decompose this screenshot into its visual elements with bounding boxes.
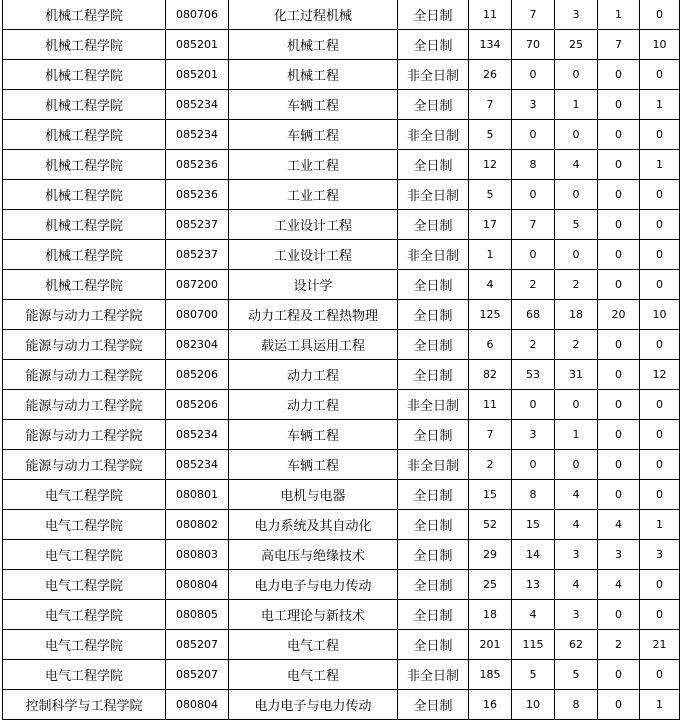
col-4-cell: 0 <box>598 150 640 180</box>
college-cell: 电气工程学院 <box>3 600 166 630</box>
college-cell: 电气工程学院 <box>3 570 166 600</box>
table-row <box>3 210 680 240</box>
col-3-cell: 5 <box>555 660 598 690</box>
study-mode-cell: 全日制 <box>398 150 469 180</box>
major-name-cell: 动力工程 <box>229 390 398 420</box>
col-2-cell: 5 <box>512 660 555 690</box>
col-4-cell: 0 <box>598 120 640 150</box>
college-cell: 能源与动力工程学院 <box>3 420 166 450</box>
table-row <box>3 150 680 180</box>
col-2-cell: 70 <box>512 30 555 60</box>
total-cell: 12 <box>469 150 512 180</box>
col-3-cell: 62 <box>555 630 598 660</box>
col-5-cell: 0 <box>640 270 680 300</box>
col-4-cell: 0 <box>598 330 640 360</box>
total-cell: 11 <box>469 390 512 420</box>
table-row <box>3 270 680 300</box>
table-row <box>3 120 680 150</box>
table-row <box>3 360 680 390</box>
table-row <box>3 390 680 420</box>
col-2-cell: 3 <box>512 420 555 450</box>
col-3-cell: 0 <box>555 180 598 210</box>
col-4-cell: 3 <box>598 540 640 570</box>
major-code-cell: 085234 <box>166 90 229 120</box>
total-cell: 6 <box>469 330 512 360</box>
col-4-cell: 0 <box>598 420 640 450</box>
study-mode-cell: 非全日制 <box>398 450 469 480</box>
col-3-cell: 5 <box>555 210 598 240</box>
col-3-cell: 8 <box>555 690 598 720</box>
table-row <box>3 330 680 360</box>
col-5-cell: 0 <box>640 240 680 270</box>
col-2-cell: 53 <box>512 360 555 390</box>
col-4-cell: 7 <box>598 30 640 60</box>
col-2-cell: 115 <box>512 630 555 660</box>
study-mode-cell: 非全日制 <box>398 180 469 210</box>
major-code-cell: 085201 <box>166 60 229 90</box>
college-cell: 机械工程学院 <box>3 60 166 90</box>
col-4-cell: 0 <box>598 60 640 90</box>
study-mode-cell: 全日制 <box>398 270 469 300</box>
col-4-cell: 0 <box>598 90 640 120</box>
study-mode-cell: 非全日制 <box>398 660 469 690</box>
col-4-cell: 0 <box>598 210 640 240</box>
col-3-cell: 0 <box>555 240 598 270</box>
col-2-cell: 13 <box>512 570 555 600</box>
table-row <box>3 660 680 690</box>
table-row <box>3 30 680 60</box>
college-cell: 电气工程学院 <box>3 480 166 510</box>
major-code-cell: 085237 <box>166 210 229 240</box>
col-2-cell: 68 <box>512 300 555 330</box>
major-name-cell: 机械工程 <box>229 30 398 60</box>
col-3-cell: 18 <box>555 300 598 330</box>
study-mode-cell: 全日制 <box>398 420 469 450</box>
major-name-cell: 高电压与绝缘技术 <box>229 540 398 570</box>
major-code-cell: 085206 <box>166 360 229 390</box>
major-name-cell: 工业设计工程 <box>229 240 398 270</box>
table-row <box>3 480 680 510</box>
total-cell: 1 <box>469 240 512 270</box>
col-4-cell: 0 <box>598 600 640 630</box>
table-row <box>3 600 680 630</box>
col-3-cell: 31 <box>555 360 598 390</box>
total-cell: 2 <box>469 450 512 480</box>
college-cell: 机械工程学院 <box>3 240 166 270</box>
college-cell: 能源与动力工程学院 <box>3 450 166 480</box>
college-cell: 电气工程学院 <box>3 660 166 690</box>
col-2-cell: 3 <box>512 90 555 120</box>
study-mode-cell: 非全日制 <box>398 60 469 90</box>
total-cell: 201 <box>469 630 512 660</box>
total-cell: 125 <box>469 300 512 330</box>
table-row <box>3 0 680 30</box>
major-code-cell: 080802 <box>166 510 229 540</box>
col-5-cell: 0 <box>640 180 680 210</box>
col-2-cell: 8 <box>512 480 555 510</box>
col-3-cell: 1 <box>555 90 598 120</box>
total-cell: 82 <box>469 360 512 390</box>
table-row <box>3 180 680 210</box>
major-name-cell: 电机与电器 <box>229 480 398 510</box>
college-cell: 机械工程学院 <box>3 270 166 300</box>
col-2-cell: 7 <box>512 210 555 240</box>
col-5-cell: 0 <box>640 60 680 90</box>
study-mode-cell: 全日制 <box>398 630 469 660</box>
total-cell: 18 <box>469 600 512 630</box>
table-body <box>3 0 680 720</box>
college-cell: 机械工程学院 <box>3 210 166 240</box>
col-3-cell: 25 <box>555 30 598 60</box>
col-3-cell: 4 <box>555 570 598 600</box>
major-name-cell: 电工理论与新技术 <box>229 600 398 630</box>
enrollment-table <box>2 0 680 720</box>
study-mode-cell: 全日制 <box>398 0 469 30</box>
col-2-cell: 0 <box>512 240 555 270</box>
total-cell: 16 <box>469 690 512 720</box>
college-cell: 机械工程学院 <box>3 90 166 120</box>
col-4-cell: 0 <box>598 690 640 720</box>
col-3-cell: 0 <box>555 390 598 420</box>
college-cell: 能源与动力工程学院 <box>3 330 166 360</box>
total-cell: 17 <box>469 210 512 240</box>
col-4-cell: 4 <box>598 570 640 600</box>
major-name-cell: 工业工程 <box>229 180 398 210</box>
col-2-cell: 7 <box>512 0 555 30</box>
major-name-cell: 化工过程机械 <box>229 0 398 30</box>
major-name-cell: 电气工程 <box>229 630 398 660</box>
major-code-cell: 085234 <box>166 420 229 450</box>
col-5-cell: 0 <box>640 390 680 420</box>
college-cell: 电气工程学院 <box>3 540 166 570</box>
table-row <box>3 300 680 330</box>
major-code-cell: 080803 <box>166 540 229 570</box>
col-2-cell: 4 <box>512 600 555 630</box>
table-row <box>3 540 680 570</box>
college-cell: 控制科学与工程学院 <box>3 690 166 720</box>
col-5-cell: 0 <box>640 570 680 600</box>
col-3-cell: 1 <box>555 420 598 450</box>
col-4-cell: 0 <box>598 660 640 690</box>
major-code-cell: 080805 <box>166 600 229 630</box>
total-cell: 7 <box>469 420 512 450</box>
total-cell: 26 <box>469 60 512 90</box>
major-name-cell: 工业工程 <box>229 150 398 180</box>
study-mode-cell: 全日制 <box>398 330 469 360</box>
col-4-cell: 0 <box>598 270 640 300</box>
study-mode-cell: 全日制 <box>398 300 469 330</box>
study-mode-cell: 全日制 <box>398 480 469 510</box>
col-3-cell: 3 <box>555 600 598 630</box>
table-row <box>3 60 680 90</box>
col-5-cell: 10 <box>640 300 680 330</box>
col-2-cell: 10 <box>512 690 555 720</box>
table-row <box>3 450 680 480</box>
col-2-cell: 0 <box>512 120 555 150</box>
table-row <box>3 690 680 720</box>
col-2-cell: 2 <box>512 330 555 360</box>
college-cell: 电气工程学院 <box>3 630 166 660</box>
col-5-cell: 21 <box>640 630 680 660</box>
col-5-cell: 1 <box>640 90 680 120</box>
major-name-cell: 电力系统及其自动化 <box>229 510 398 540</box>
table-row <box>3 240 680 270</box>
col-2-cell: 8 <box>512 150 555 180</box>
col-5-cell: 0 <box>640 330 680 360</box>
major-code-cell: 085234 <box>166 120 229 150</box>
table-row <box>3 420 680 450</box>
major-name-cell: 车辆工程 <box>229 450 398 480</box>
col-4-cell: 0 <box>598 450 640 480</box>
major-name-cell: 动力工程 <box>229 360 398 390</box>
col-3-cell: 2 <box>555 270 598 300</box>
col-4-cell: 0 <box>598 360 640 390</box>
col-4-cell: 0 <box>598 240 640 270</box>
major-code-cell: 082304 <box>166 330 229 360</box>
col-5-cell: 1 <box>640 150 680 180</box>
major-name-cell: 电力电子与电力传动 <box>229 570 398 600</box>
college-cell: 电气工程学院 <box>3 510 166 540</box>
col-2-cell: 0 <box>512 450 555 480</box>
total-cell: 4 <box>469 270 512 300</box>
col-4-cell: 20 <box>598 300 640 330</box>
col-4-cell: 2 <box>598 630 640 660</box>
col-5-cell: 0 <box>640 120 680 150</box>
col-2-cell: 0 <box>512 60 555 90</box>
college-cell: 机械工程学院 <box>3 30 166 60</box>
total-cell: 11 <box>469 0 512 30</box>
col-5-cell: 3 <box>640 540 680 570</box>
col-4-cell: 0 <box>598 180 640 210</box>
study-mode-cell: 全日制 <box>398 510 469 540</box>
major-code-cell: 080804 <box>166 690 229 720</box>
study-mode-cell: 非全日制 <box>398 120 469 150</box>
total-cell: 5 <box>469 180 512 210</box>
major-code-cell: 085207 <box>166 630 229 660</box>
major-name-cell: 载运工具运用工程 <box>229 330 398 360</box>
major-code-cell: 085236 <box>166 150 229 180</box>
study-mode-cell: 非全日制 <box>398 240 469 270</box>
study-mode-cell: 全日制 <box>398 210 469 240</box>
col-3-cell: 3 <box>555 540 598 570</box>
total-cell: 52 <box>469 510 512 540</box>
col-3-cell: 4 <box>555 480 598 510</box>
major-code-cell: 085237 <box>166 240 229 270</box>
col-5-cell: 0 <box>640 210 680 240</box>
college-cell: 机械工程学院 <box>3 120 166 150</box>
table-row <box>3 510 680 540</box>
col-5-cell: 12 <box>640 360 680 390</box>
col-2-cell: 15 <box>512 510 555 540</box>
major-name-cell: 机械工程 <box>229 60 398 90</box>
college-cell: 机械工程学院 <box>3 180 166 210</box>
total-cell: 29 <box>469 540 512 570</box>
study-mode-cell: 非全日制 <box>398 390 469 420</box>
major-name-cell: 电气工程 <box>229 660 398 690</box>
study-mode-cell: 全日制 <box>398 570 469 600</box>
col-3-cell: 0 <box>555 60 598 90</box>
major-name-cell: 车辆工程 <box>229 120 398 150</box>
col-2-cell: 0 <box>512 390 555 420</box>
col-5-cell: 1 <box>640 690 680 720</box>
study-mode-cell: 全日制 <box>398 360 469 390</box>
total-cell: 5 <box>469 120 512 150</box>
col-5-cell: 1 <box>640 510 680 540</box>
table-row <box>3 90 680 120</box>
major-name-cell: 车辆工程 <box>229 90 398 120</box>
total-cell: 134 <box>469 30 512 60</box>
study-mode-cell: 全日制 <box>398 690 469 720</box>
total-cell: 15 <box>469 480 512 510</box>
col-2-cell: 14 <box>512 540 555 570</box>
col-3-cell: 0 <box>555 450 598 480</box>
major-name-cell: 电力电子与电力传动 <box>229 690 398 720</box>
major-code-cell: 080706 <box>166 0 229 30</box>
col-3-cell: 4 <box>555 510 598 540</box>
major-code-cell: 085206 <box>166 390 229 420</box>
major-code-cell: 080700 <box>166 300 229 330</box>
major-name-cell: 工业设计工程 <box>229 210 398 240</box>
college-cell: 机械工程学院 <box>3 150 166 180</box>
major-name-cell: 车辆工程 <box>229 420 398 450</box>
college-cell: 能源与动力工程学院 <box>3 360 166 390</box>
college-cell: 能源与动力工程学院 <box>3 390 166 420</box>
col-5-cell: 0 <box>640 420 680 450</box>
study-mode-cell: 全日制 <box>398 540 469 570</box>
col-5-cell: 10 <box>640 30 680 60</box>
col-5-cell: 0 <box>640 450 680 480</box>
col-3-cell: 4 <box>555 150 598 180</box>
col-5-cell: 0 <box>640 660 680 690</box>
col-4-cell: 0 <box>598 390 640 420</box>
major-code-cell: 085236 <box>166 180 229 210</box>
col-2-cell: 0 <box>512 180 555 210</box>
col-4-cell: 0 <box>598 480 640 510</box>
total-cell: 185 <box>469 660 512 690</box>
major-name-cell: 设计学 <box>229 270 398 300</box>
total-cell: 25 <box>469 570 512 600</box>
col-5-cell: 0 <box>640 600 680 630</box>
study-mode-cell: 全日制 <box>398 90 469 120</box>
college-cell: 能源与动力工程学院 <box>3 300 166 330</box>
col-3-cell: 0 <box>555 120 598 150</box>
col-2-cell: 2 <box>512 270 555 300</box>
college-cell: 机械工程学院 <box>3 0 166 30</box>
major-code-cell: 080801 <box>166 480 229 510</box>
major-code-cell: 087200 <box>166 270 229 300</box>
col-4-cell: 4 <box>598 510 640 540</box>
col-3-cell: 2 <box>555 330 598 360</box>
col-5-cell: 0 <box>640 480 680 510</box>
study-mode-cell: 全日制 <box>398 600 469 630</box>
table-row <box>3 630 680 660</box>
col-5-cell: 0 <box>640 0 680 30</box>
total-cell: 7 <box>469 90 512 120</box>
major-code-cell: 085201 <box>166 30 229 60</box>
major-code-cell: 085234 <box>166 450 229 480</box>
col-4-cell: 1 <box>598 0 640 30</box>
table-row <box>3 570 680 600</box>
major-name-cell: 动力工程及工程热物理 <box>229 300 398 330</box>
major-code-cell: 085207 <box>166 660 229 690</box>
study-mode-cell: 全日制 <box>398 30 469 60</box>
col-3-cell: 3 <box>555 0 598 30</box>
major-code-cell: 080804 <box>166 570 229 600</box>
